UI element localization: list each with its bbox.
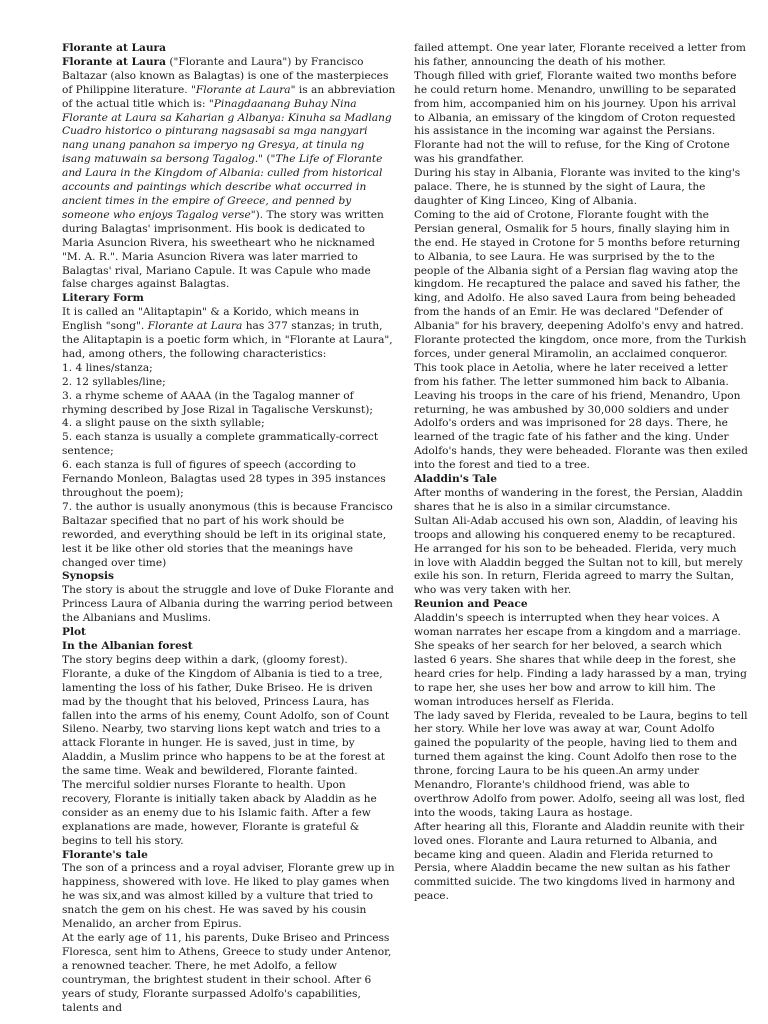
reunion-paragraph: Aladdin's speech is interrupted when they hear voices. A woman narrates her escape from a kingdom and a marriage. She speaks of her search for her beloved, a search which lasted 6 years. She shares that while deep in the forest, she heard cries for help. Finding a lady harassed by a man, trying to rape her, she uses her bow and arrow to kill him. The woman introduces herself as Flerida. (414, 612, 747, 708)
list-item: 6. each stanza is full of figures of speech (according to Fernando Monleon, Balagtas used 28 types in 395 instances throughout the poem); (62, 459, 386, 499)
florantes-tale-continued-paragraph: Though filled with grief, Florante waited two months before he could return home. Menandro, unwilling to be separated from him, accompanied him on his journey. Upon his arrival to Albania, an emissary of the kingdom of Croton requested his assistance in the incoming war against the Persians. Florante had not the will to refuse, for the King of Crotone was his grandfather. (414, 69, 737, 166)
florantes-tale-continued-paragraph: failed attempt. One year later, Florante received a letter from his father, announcing the death of his mother. (414, 42, 746, 68)
intro-italic-1: Florante at Laura (195, 83, 291, 96)
literary-form-heading: Literary Form (62, 292, 144, 305)
florantes-tale-continued-paragraph: Florante protected the kingdom, once more, from the Turkish forces, under general Miramolin, an acclaimed conqueror. This took place in Aetolia, where he later received a letter from his father. The letter summoned him back to Albania. Leaving his troops in the care of his friend, Menandro, Upon returning, he was ambushed by 30,000 soldiers and under Adolfo's orders and was imprisoned for 28 days. There, he learned of the tragic fate of his father and the king. Under Adolfo's hands, they were beheaded. Florante was then exiled into the forest and tied to a tree. (414, 334, 748, 472)
list-item: 7. the author is usually anonymous (this is because Francisco Baltazar specified that no part of his work should be reworded, and everything should be left in its original state, lest it be like other old stories that the meanings have changed over time) (62, 500, 393, 569)
list-item: 2. 12 syllables/line; (62, 375, 166, 388)
plot-heading: Plot (62, 626, 86, 639)
intro-italic-2: Pinagdaanang Buhay Nina Florante at Laura sa Kaharian g Albanya: Kinuha sa Madlang Cuadro historico o pinturang nagsasabi sa mga nangyari nang unang panahon sa imperyo ng Gresya, at tinula ng isang matuwain sa bersong Tagalog (62, 97, 392, 166)
literary-form-text-2: has 377 stanzas; in truth, the Alitaptapin is a poetic form which, in "Florante at Laura", had, among others, the following characteristics: (62, 320, 393, 360)
literary-form-text-1: It is called an "Alitaptapin" & a Korido, which means in English "song". (62, 306, 360, 333)
intro-text-4: "). The story was written during Balagtas' imprisonment. His book is dedicated to Maria Asuncion Rivera, his sweetheart who he nicknamed "M. A. R.". Maria Asuncion Rivera was later married to Balagtas' rival, Mariano Capule. It was Capule who made false charges against Balagtas. (62, 208, 384, 291)
florantes-tale-continued-paragraph: During his stay in Albania, Florante was invited to the king's palace. There, he is stunned by the sight of Laura, the daughter of King Linceo, King of Albania. (414, 167, 741, 207)
list-item: 5. each stanza is usually a complete grammatically-correct sentence; (62, 431, 379, 458)
aladdins-tale-heading: Aladdin's Tale (414, 473, 498, 486)
reunion-heading: Reunion and Peace (414, 598, 528, 611)
florantes-tale-heading: Florante's tale (62, 848, 148, 861)
left-column (62, 42, 396, 1024)
reunion-paragraph: After hearing all this, Florante and Aladdin reunite with their loved ones. Florante and Laura returned to Albania, and became king and queen. Aladin and Flerida returned to Persia, where Aladdin became the new sultan as his father committed suicide. The two kingdoms lived in harmony and peace. (414, 820, 745, 903)
list-item: 1. 4 lines/stanza; (62, 361, 153, 374)
list-item: 4. a slight pause on the sixth syllable; (62, 417, 265, 430)
aladdins-tale-paragraph: Sultan Ali-Adab accused his own son, Aladdin, of leaving his troops and allowing his conquered enemy to be recaptured. He arranged for his son to be beheaded. Flerida, very much in love with Aladdin begged the Sultan not to kill, but merely exile his son. In return, Flerida agreed to marry the Sultan, who was very taken with her. (414, 514, 743, 597)
literary-form-paragraph (62, 306, 396, 362)
synopsis-paragraph: The story is about the struggle and love of Duke Florante and Princess Laura of Albania during the warring period between the Albanians and Muslims. (62, 584, 394, 625)
reunion-paragraph: The lady saved by Flerida, revealed to be Laura, begins to tell her story. While her love was away at war, Count Adolfo gained the popularity of the people, having lied to them and turned them against the king. Count Adolfo then rose to the throne, forcing Laura to be his queen.An army under Menandro, Florante's childhood friend, was able to overthrow Adolfo from power. Adolfo, seeing all was lost, fled into the woods, taking Laura as hostage. (414, 709, 748, 819)
florantes-tale-paragraph: The son of a princess and a royal adviser, Florante grew up in happiness, showered with love. He liked to play games when he was six,and was almost killed by a vulture that tried to snatch the gem on his chest. He was saved by his cousin Menalido, an archer from Epirus. (62, 862, 395, 931)
aladdins-tale-paragraph: After months of wandering in the forest, the Persian, Aladdin shares that he is also in a similar circumstance. (414, 487, 743, 513)
intro-text-2: " is an abbreviation of the actual title which is: " (62, 83, 396, 110)
synopsis-heading: Synopsis (62, 570, 114, 583)
albanian-forest-paragraph: The story begins deep within a dark, (gloomy forest). Florante, a duke of the Kingdom of Albania is tied to a tree, lamenting the loss of his father, Duke Briseo. He is driven mad by the thought that his beloved, Princess Laura, has fallen into the arms of his enemy, Count Adolfo, son of Count Sileno. Nearby, two starving lions kept watch and tries to a attack Florante in hunger. He is saved, just in time, by Aladdin, a Muslim prince who happens to be at the forest at the same time. Weak and bewildered, Florante fainted. (62, 653, 390, 778)
literary-form-italic: Florante at Laura (147, 320, 243, 333)
document-title: Florante at Laura (62, 42, 166, 54)
albanian-forest-heading: In the Albanian forest (62, 639, 193, 652)
intro-italic-3: The Life of Florante and Laura in the Kingdom of Albania: culled from historical accounts and paintings which describe what occurred in ancient times in the empire of Greece, and penned by someone who enjoys Tagalog verse (62, 153, 383, 221)
intro-bold-title: Florante at Laura (62, 55, 166, 68)
albanian-forest-paragraph: The merciful soldier nurses Florante to health. Upon recovery, Florante is initially taken aback by Aladdin as he consider as an enemy due to his Islamic faith. After a few explanations are made, however, Florante is grateful & begins to tell his story. (62, 779, 377, 847)
characteristics-list (62, 362, 396, 571)
right-column (414, 42, 748, 1024)
intro-text-1: ("Florante and Laura") by Francisco Baltazar (also known as Balagtas) is one of the masterpieces of Philippine literature. " (62, 55, 389, 96)
florantes-tale-continued-paragraph: Coming to the aid of Crotone, Florante fought with the Persian general, Osmalik for 5 hours, finally slaying him in the end. He stayed in Crotone for 5 months before returning to Albania, to see Laura. He was surprised by the to the people of the Albania sight of a Persian flag waving atop the kingdom. He recaptured the palace and saved his father, the king, and Adolfo. He also saved Laura from being beheaded from the hands of an Emir. He was declared "Defender of Albania" for his bravery, deepening Adolfo's envy and hatred. (414, 208, 744, 333)
florantes-tale-paragraph: At the early age of 11, his parents, Duke Briseo and Princess Floresca, sent him to Athens, Greece to study under Antenor, a renowned teacher. There, he met Adolfo, a fellow countryman, the brightest student in their school. After 6 years of study, Florante surpassed Adolfo's capabilities, talents and (62, 932, 392, 1014)
intro-paragraph (62, 56, 396, 292)
list-item: 3. a rhyme scheme of AAAA (in the Tagalog manner of rhyming described by Jose Rizal in Tagalische Verskunst); (62, 389, 373, 416)
intro-text-3: ." (" (254, 153, 276, 166)
